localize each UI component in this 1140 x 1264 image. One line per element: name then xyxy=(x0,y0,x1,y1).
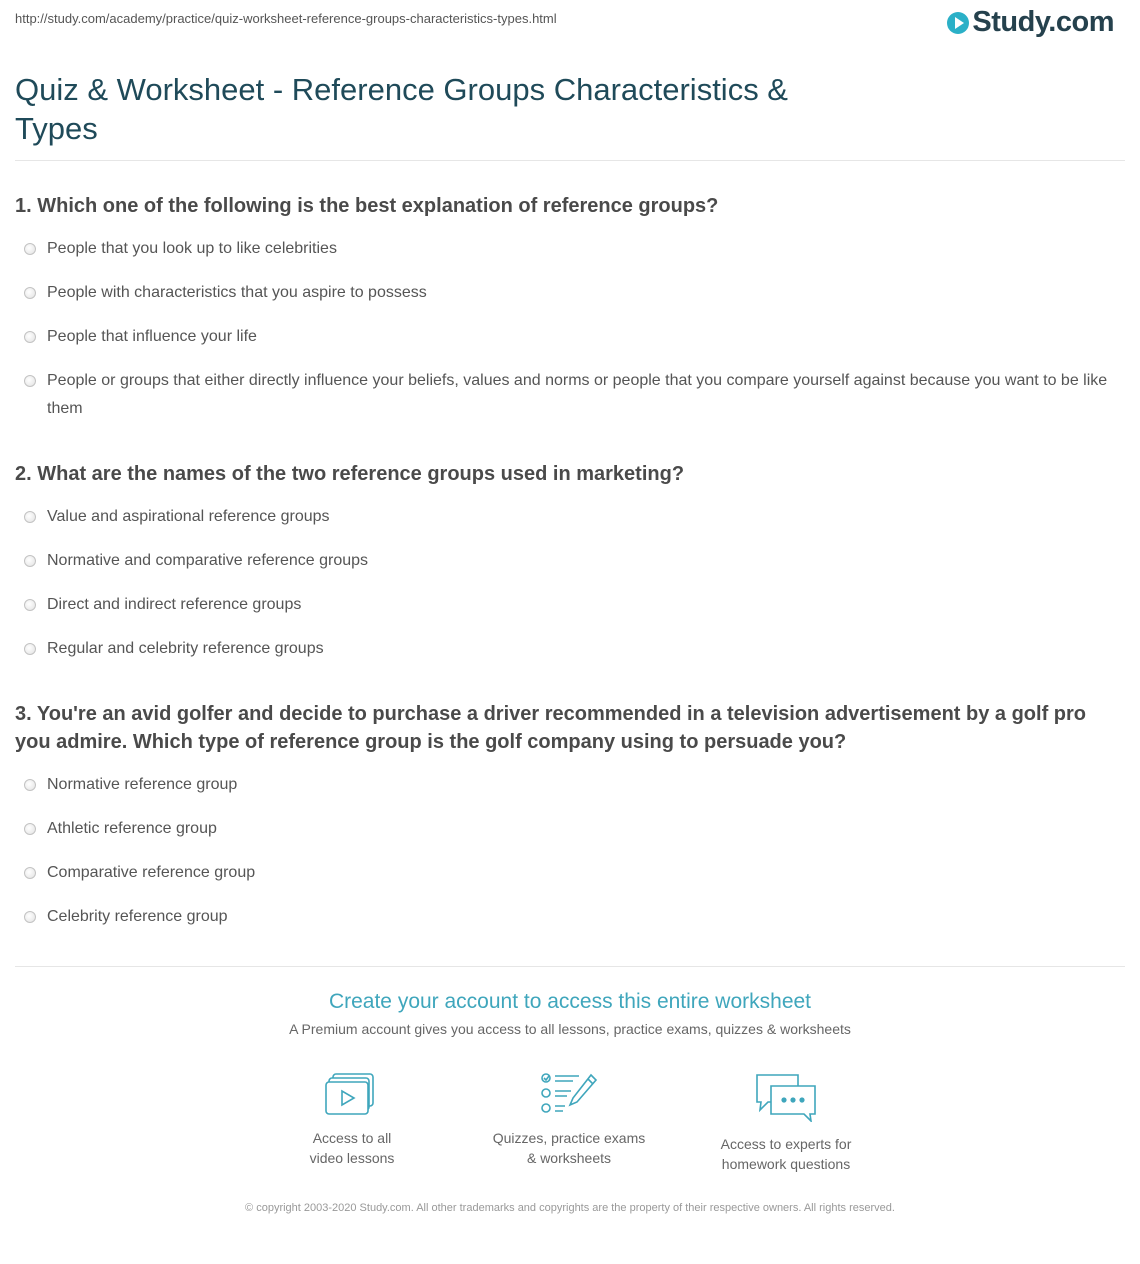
answer-label: Regular and celebrity reference groups xyxy=(47,640,324,657)
video-lessons-icon xyxy=(325,1072,379,1116)
feature-video-lessons xyxy=(262,1072,442,1168)
answer-option[interactable] xyxy=(24,547,1114,575)
answer-option[interactable] xyxy=(24,279,1114,307)
radio-button[interactable] xyxy=(24,555,36,567)
answer-option[interactable] xyxy=(24,771,1114,799)
radio-button[interactable] xyxy=(24,867,36,879)
study-logo[interactable] xyxy=(947,6,1114,39)
answer-label: People with characteristics that you aspire to possess xyxy=(47,284,427,301)
feature-quizzes xyxy=(479,1072,659,1168)
feature-caption: video lessons xyxy=(309,1150,395,1166)
answer-option[interactable] xyxy=(24,235,1114,263)
feature-caption: Quizzes, practice exams xyxy=(492,1130,646,1146)
copyright-text: © copyright 2003-2020 Study.com. All other trademarks and copyrights are the property of their respective owners. All rights reserved. xyxy=(245,1202,895,1214)
feature-caption: & worksheets xyxy=(526,1150,612,1166)
play-logo-icon xyxy=(947,12,969,34)
answer-label: Direct and indirect reference groups xyxy=(47,596,302,613)
radio-button[interactable] xyxy=(24,331,36,343)
answer-option[interactable] xyxy=(24,367,1114,423)
answer-label: People or groups that either directly influence your beliefs, values and norms or people that you compare yourself against because you want to be like them xyxy=(47,372,1108,417)
cta-title[interactable]: Create your account to access this entire worksheet xyxy=(328,990,812,1013)
cta-divider xyxy=(15,966,1125,967)
answer-label: Comparative reference group xyxy=(47,864,256,881)
quiz-checklist-icon xyxy=(539,1072,599,1116)
radio-button[interactable] xyxy=(24,643,36,655)
answer-label: People that influence your life xyxy=(47,328,257,345)
page-url: http://study.com/academy/practice/quiz-worksheet-reference-groups-characteristics-types.html xyxy=(15,11,557,26)
radio-button[interactable] xyxy=(24,599,36,611)
answer-label: Normative and comparative reference groups xyxy=(47,552,369,569)
answer-label: People that you look up to like celebrities xyxy=(47,240,337,257)
answer-option[interactable] xyxy=(24,503,1114,531)
answer-option[interactable] xyxy=(24,323,1114,351)
radio-button[interactable] xyxy=(24,375,36,387)
radio-button[interactable] xyxy=(24,511,36,523)
chat-bubbles-icon xyxy=(754,1072,818,1122)
answer-label: Athletic reference group xyxy=(47,820,217,837)
page-title: Quiz & Worksheet - Reference Groups Characteristics & Types xyxy=(15,72,788,146)
radio-button[interactable] xyxy=(24,779,36,791)
radio-button[interactable] xyxy=(24,911,36,923)
answer-option[interactable] xyxy=(24,815,1114,843)
radio-button[interactable] xyxy=(24,243,36,255)
question-2: 2. What are the names of the two reference groups used in marketing? xyxy=(15,463,685,485)
answer-option[interactable] xyxy=(24,903,1114,931)
feature-caption: Access to all xyxy=(312,1130,392,1146)
answer-label: Value and aspirational reference groups xyxy=(47,508,330,525)
radio-button[interactable] xyxy=(24,287,36,299)
title-divider xyxy=(15,160,1125,161)
answer-option[interactable] xyxy=(24,859,1114,887)
feature-caption: Access to experts for xyxy=(720,1136,852,1152)
feature-experts xyxy=(696,1072,876,1174)
radio-button[interactable] xyxy=(24,823,36,835)
feature-caption: homework questions xyxy=(721,1156,851,1172)
cta-subtitle: A Premium account gives you access to all lessons, practice exams, quizzes & worksheets xyxy=(289,1021,851,1037)
answer-label: Normative reference group xyxy=(47,776,238,793)
answer-option[interactable] xyxy=(24,635,1114,663)
answer-option[interactable] xyxy=(24,591,1114,619)
answer-label: Celebrity reference group xyxy=(47,908,228,925)
question-1: 1. Which one of the following is the best explanation of reference groups? xyxy=(15,195,719,217)
question-3: 3. You're an avid golfer and decide to purchase a driver recommended in a television advertisement by a golf pro you admire. Which type of reference group is the golf company using to persuade you? xyxy=(15,703,1086,753)
logo-text: Study.com xyxy=(972,6,1114,38)
